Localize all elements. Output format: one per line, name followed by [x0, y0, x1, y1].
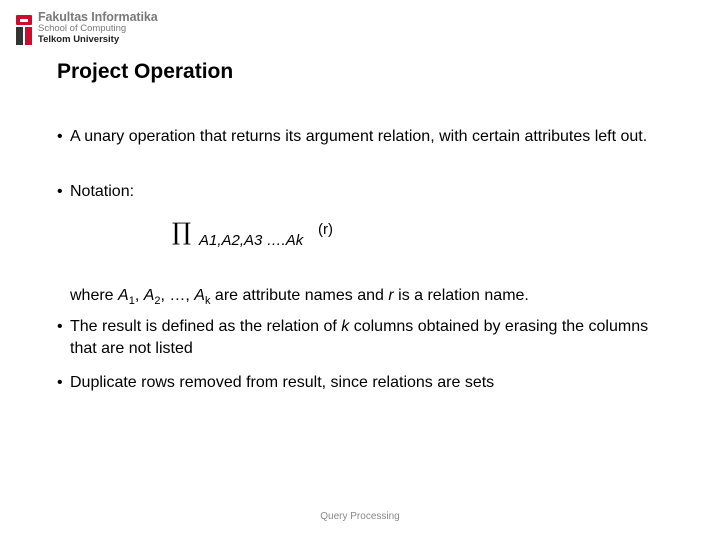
- where-sep: ,: [134, 287, 144, 304]
- bullet-text-part: The result is defined as the relation of: [70, 318, 342, 335]
- where-text-end: is a relation name.: [393, 287, 529, 304]
- bullet-unary-operation: [57, 126, 677, 148]
- slide-footer: Query Processing: [320, 511, 400, 522]
- logo-text: [38, 12, 158, 45]
- slide-title: Project Operation: [57, 60, 234, 83]
- attr-a2-sub: 2: [154, 295, 161, 308]
- attr-a1-sub: 1: [128, 295, 135, 308]
- attr-ak: A: [194, 287, 205, 304]
- logo-faculty: Fakultas Informatika: [38, 10, 158, 24]
- where-clause: [70, 285, 529, 312]
- where-ellipsis: , …,: [160, 287, 195, 304]
- where-prefix: where: [70, 287, 119, 304]
- relation-r: r: [388, 287, 394, 304]
- variable-k: k: [341, 318, 350, 335]
- attr-ak-sub: k: [204, 295, 211, 308]
- pi-symbol: ∏: [172, 218, 192, 246]
- bullet-text: [70, 316, 677, 360]
- logo-school: School of Computing: [38, 23, 127, 34]
- bullet-result-definition: [57, 316, 677, 360]
- telkom-logo-icon: [14, 13, 36, 47]
- bullet-dot: •: [57, 318, 63, 335]
- bullet-duplicates: [57, 372, 677, 394]
- logo-university: Telkom University: [38, 34, 120, 45]
- where-text: are attribute names and: [210, 287, 389, 304]
- bullet-dot: •: [57, 128, 63, 145]
- formula-subscript: A1,A2,A3 ….Ak: [199, 232, 304, 249]
- bullet-text: Notation:: [70, 183, 135, 200]
- bullet-dot: •: [57, 374, 63, 391]
- attr-a1: A: [118, 287, 129, 304]
- bullet-notation: [57, 181, 677, 203]
- bullet-dot: •: [57, 183, 63, 200]
- bullet-text: A unary operation that returns its argument relation, with certain attributes left out.: [70, 128, 648, 145]
- bullet-text-part: columns obtained by erasing the columns that are not listed: [70, 318, 649, 357]
- bullet-text: Duplicate rows removed from result, since relations are sets: [70, 374, 495, 391]
- attr-a2: A: [143, 287, 155, 304]
- formula-argument: (r): [318, 221, 333, 238]
